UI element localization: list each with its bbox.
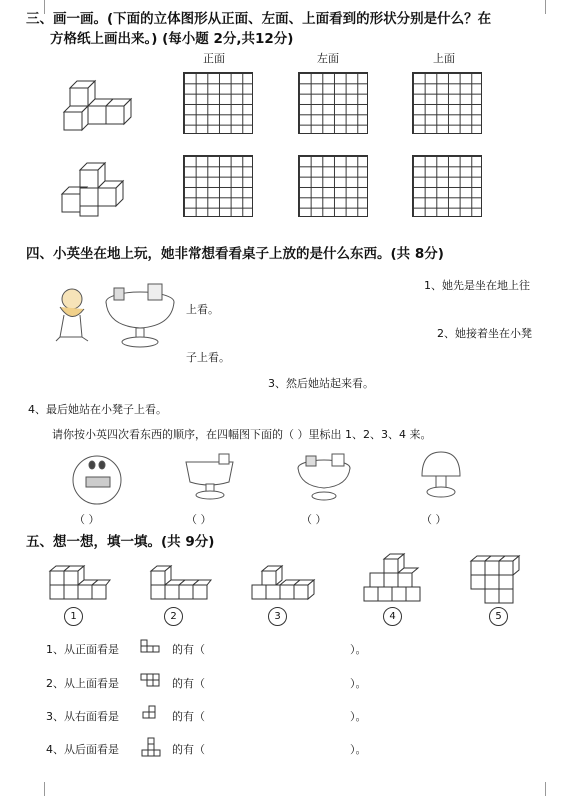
corner-mark — [545, 782, 560, 796]
table-illustration-1 — [100, 278, 180, 350]
grid-top-1 — [412, 72, 482, 134]
question-3-prefix: 3、从右面看是 — [46, 710, 119, 723]
cube-figure-2 — [58, 160, 138, 220]
question-2-middle: 的有（ — [172, 677, 205, 690]
section4-title: 四、小英坐在地上玩，她非常想看看桌子上放的是什么东西。(共 8分) — [26, 246, 444, 262]
step3-text: 3、然后她站起来看。 — [268, 377, 374, 390]
section5-title: 五、想一想，填一填。(共 9分) — [26, 534, 215, 550]
shape-figure-2 — [147, 563, 213, 603]
section3-title-line2: 方格纸上画出来。) (每小题 2分,共12分) — [50, 31, 294, 47]
instruction-text: 请你按小英四次看东西的顺序，在四幅图下面的（ ）里标出 1、2、3、4 来。 — [52, 428, 432, 441]
step2-text-b: 子上看。 — [186, 351, 230, 364]
figure-number-3: 3 — [268, 607, 287, 626]
shape-figure-4 — [362, 553, 426, 605]
question-1-end[interactable]: ）。 — [350, 643, 367, 656]
answer-paren-4[interactable]: （ ） — [421, 513, 447, 526]
col-left-label: 左面 — [317, 52, 339, 65]
view-illustration-1 — [72, 455, 122, 505]
grid-left-2 — [298, 155, 368, 217]
question-2-end[interactable]: ）。 — [350, 677, 367, 690]
view-illustration-3 — [296, 452, 352, 502]
cube-figure-1 — [60, 78, 140, 134]
section3-title-line1: 三、画一画。(下面的立体图形从正面、左面、上面看到的形状分别是什么？在 — [26, 11, 492, 27]
figure-number-4: 4 — [383, 607, 402, 626]
view-right-icon — [140, 705, 162, 723]
view-illustration-4 — [418, 450, 464, 502]
girl-illustration — [52, 285, 94, 343]
shape-figure-3 — [248, 563, 320, 603]
question-1-middle: 的有（ — [172, 643, 205, 656]
step1-text-b: 上看。 — [186, 303, 219, 316]
view-back-icon — [140, 737, 164, 757]
view-front-icon — [140, 639, 162, 653]
question-4-middle: 的有（ — [172, 743, 205, 756]
answer-paren-2[interactable]: （ ） — [186, 513, 212, 526]
question-2-prefix: 2、从上面看是 — [46, 677, 119, 690]
step4-text: 4、最后她站在小凳子上看。 — [28, 403, 167, 416]
corner-mark — [30, 782, 45, 796]
step2-text-a: 2、她接着坐在小凳 — [437, 327, 532, 340]
question-3-end[interactable]: ）。 — [350, 710, 367, 723]
figure-number-5: 5 — [489, 607, 508, 626]
grid-left-1 — [298, 72, 368, 134]
step1-text-a: 1、她先是坐在地上往 — [424, 279, 530, 292]
grid-top-2 — [412, 155, 482, 217]
figure-number-1: 1 — [64, 607, 83, 626]
view-top-icon — [140, 673, 162, 691]
figure-number-2: 2 — [164, 607, 183, 626]
view-illustration-2 — [183, 452, 238, 502]
question-4-prefix: 4、从后面看是 — [46, 743, 119, 756]
grid-front-2 — [183, 155, 253, 217]
shape-figure-5 — [465, 553, 523, 605]
corner-mark — [545, 0, 560, 14]
answer-paren-3[interactable]: （ ） — [301, 513, 327, 526]
question-3-middle: 的有（ — [172, 710, 205, 723]
col-front-label: 正面 — [203, 52, 225, 65]
question-1-prefix: 1、从正面看是 — [46, 643, 119, 656]
shape-figure-1 — [46, 563, 112, 603]
grid-front-1 — [183, 72, 253, 134]
col-top-label: 上面 — [433, 52, 455, 65]
answer-paren-1[interactable]: （ ） — [74, 513, 100, 526]
question-4-end[interactable]: ）。 — [350, 743, 367, 756]
